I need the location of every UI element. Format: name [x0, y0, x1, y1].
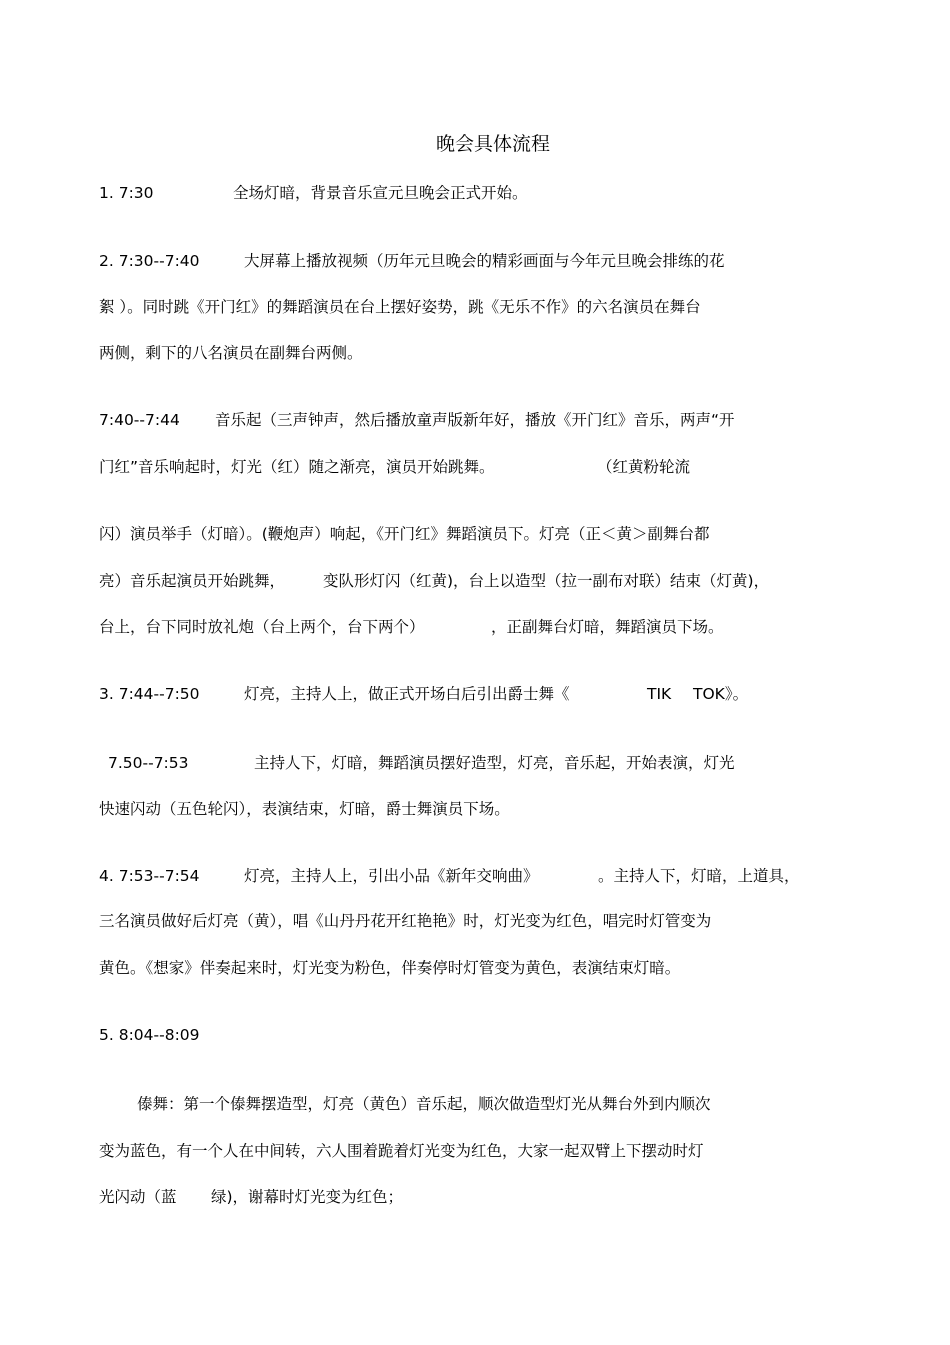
step-2-text-line-2: 絮 ）。同时跳《开门红》的舞蹈演员在台上摆好姿势，跳《无乐不作》的六名演员在舞台 — [99, 298, 701, 316]
step-4-text-line-1: 灯亮，主持人上，引出小品《新年交响曲》 — [244, 867, 539, 885]
segment-opening-text-line-1: 音乐起（三声钟声，然后播放童声版新年好，播放《开门红》音乐，两声“开 — [215, 411, 735, 429]
step-4-time: 4. 7:53--7:54 — [99, 867, 200, 885]
step-1-time: 1. 7:30 — [99, 184, 154, 202]
step-1-text: 全场灯暗，背景音乐宣元旦晚会正式开始。 — [233, 184, 528, 202]
step-5-time: 5. 8:04--8:09 — [99, 1026, 200, 1044]
step-5-text-line-3b: 绿)，谢幕时灯光变为红色； — [211, 1188, 404, 1206]
document-title: 晚会具体流程 — [436, 133, 551, 155]
step-2-text-line-3: 两侧，剩下的八名演员在副舞台两侧。 — [99, 344, 363, 362]
segment-opening-text-line-5: 台上，台下同时放礼炮（台上两个，台下两个） — [99, 618, 425, 636]
segment-jazz-text-line-2: 快速闪动（五色轮闪），表演结束，灯暗，爵士舞演员下场。 — [99, 800, 510, 818]
segment-opening-text-line-2: 门红”音乐响起时，灯光（红）随之渐亮，演员开始跳舞。 — [99, 458, 495, 476]
segment-opening-text-line-5b: ，正副舞台灯暗，舞蹈演员下场。 — [491, 618, 724, 636]
step-3-text-tik: TIK — [647, 685, 672, 703]
step-5-text-line-3: 光闪动（蓝 — [99, 1188, 177, 1206]
step-5-text-line-2: 变为蓝色，有一个人在中间转，六人围着跪着灯光变为红色，大家一起双臂上下摆动时灯 — [99, 1142, 704, 1160]
step-4-text-line-1b: 。主持人下，灯暗，上道具， — [598, 867, 800, 885]
step-3-time: 3. 7:44--7:50 — [99, 685, 200, 703]
segment-opening-text-line-4: 亮）音乐起演员开始跳舞， — [99, 572, 286, 590]
step-4-text-line-3: 黄色。《想家》伴奏起来时，灯光变为粉色，伴奏停时灯管变为黄色，表演结束灯暗。 — [99, 959, 681, 977]
step-2-text-line-1: 大屏幕上播放视频（历年元旦晚会的精彩画面与今年元旦晚会排练的花 — [244, 252, 725, 270]
step-3-text-tok: TOK》。 — [693, 685, 749, 703]
segment-opening-text-line-2b: （红黄粉轮流 — [597, 458, 691, 476]
segment-jazz-text-line-1: 主持人下，灯暗，舞蹈演员摆好造型，灯亮，音乐起，开始表演，灯光 — [254, 754, 735, 772]
segment-opening-time: 7:40--7:44 — [99, 411, 180, 429]
step-4-text-line-2: 三名演员做好后灯亮（黄），唱《山丹丹花开红艳艳》时，灯光变为红色，唱完时灯管变为 — [99, 912, 712, 930]
step-3-text: 灯亮，主持人上，做正式开场白后引出爵士舞《 — [244, 685, 570, 703]
segment-jazz-time: 7.50--7:53 — [108, 754, 189, 772]
segment-opening-text-line-4b: 变队形灯闪（红黄)，台上以造型（拉一副布对联）结束（灯黄)， — [323, 572, 770, 590]
segment-opening-text-line-3: 闪）演员举手（灯暗）。(鞭炮声）响起，《开门红》舞蹈演员下。灯亮（正＜黄＞副舞台都 — [99, 525, 710, 543]
step-2-time: 2. 7:30--7:40 — [99, 252, 200, 270]
step-5-text-line-1: 傣舞：第一个傣舞摆造型，灯亮（黄色）音乐起，顺次做造型灯光从舞台外到内顺次 — [137, 1095, 711, 1113]
